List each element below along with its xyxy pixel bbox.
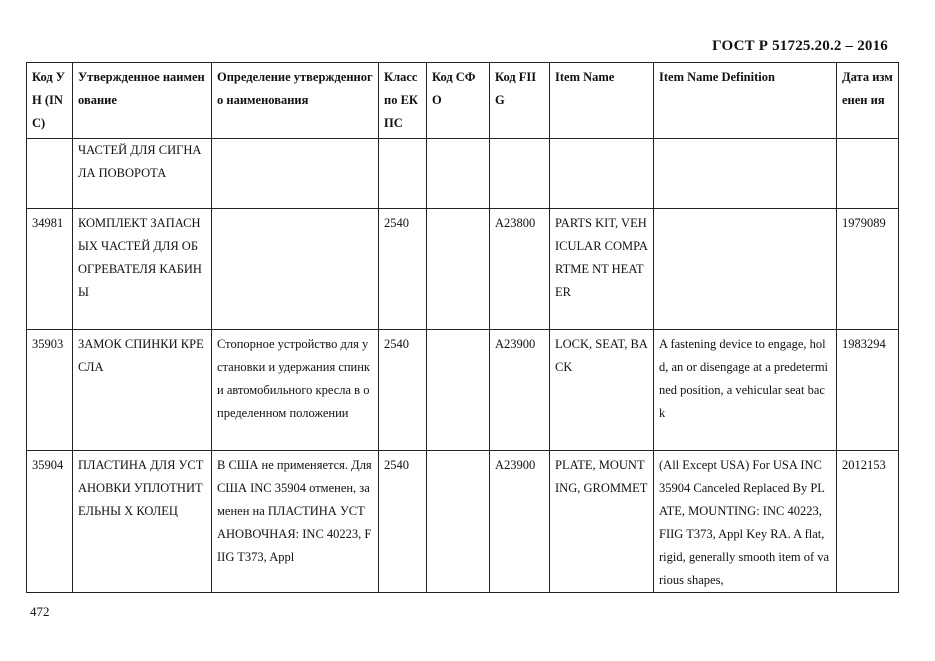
table-row [27,330,899,451]
cell-sfo [427,330,490,451]
col-header-date: Дата изменен ия [837,63,899,139]
cell-date: 1983294 [837,330,899,451]
col-header-fiig: Код FIIG [490,63,550,139]
cell-definition: В США не применяется. Для США INC 35904 отменен, заменен на ПЛАСТИНА УСТАНОВОЧНАЯ: INC 40223, FIIG T373, Appl [212,451,379,593]
cell-item-definition: (All Except USA) For USA INC 35904 Canceled Replaced By PLATE, MOUNTING: INC 40223, FIIG T373, Appl Key RA. A flat, rigid, generally smooth item of various shapes, [654,451,837,593]
cell-sfo [427,139,490,209]
cell-item-definition [654,139,837,209]
cell-item-definition [654,209,837,330]
document-header: ГОСТ Р 51725.20.2 – 2016 [712,38,888,54]
cell-fiig: A23900 [490,330,550,451]
cell-item-name: LOCK, SEAT, BACK [550,330,654,451]
cell-definition: Стопорное устройство для установки и удержания спинки автомобильного кресла в определенном положении [212,330,379,451]
cell-date: 2012153 [837,451,899,593]
cell-approved-name: ЧАСТЕЙ ДЛЯ СИГНАЛА ПОВОРОТА [73,139,212,209]
cell-inc: 35903 [27,330,73,451]
cell-inc: 34981 [27,209,73,330]
cell-class [379,139,427,209]
table-row [27,139,899,209]
cell-sfo [427,209,490,330]
cell-approved-name: ЗАМОК СПИНКИ КРЕСЛА [73,330,212,451]
cell-class: 2540 [379,451,427,593]
cell-approved-name: ПЛАСТИНА ДЛЯ УСТАНОВКИ УПЛОТНИТЕЛЬНЫ Х КОЛЕЦ [73,451,212,593]
cell-approved-name: КОМПЛЕКТ ЗАПАСНЫХ ЧАСТЕЙ ДЛЯ ОБОГРЕВАТЕЛЯ КАБИНЫ [73,209,212,330]
cell-inc [27,139,73,209]
table-row [27,209,899,330]
cell-date: 1979089 [837,209,899,330]
cell-fiig [490,139,550,209]
cell-class: 2540 [379,209,427,330]
cell-definition [212,139,379,209]
cell-fiig: A23800 [490,209,550,330]
cell-item-name: PLATE, MOUNTING, GROMMET [550,451,654,593]
classification-table [26,62,899,593]
cell-item-name: PARTS KIT, VEHICULAR COMPARTME NT HEATER [550,209,654,330]
cell-inc: 35904 [27,451,73,593]
col-header-item-definition: Item Name Definition [654,63,837,139]
cell-class: 2540 [379,330,427,451]
cell-date [837,139,899,209]
cell-item-name [550,139,654,209]
cell-fiig: A23900 [490,451,550,593]
cell-item-definition: A fastening device to engage, hold, an or disengage at a predetermined position, a vehicular seat back [654,330,837,451]
page-number: 472 [30,604,50,619]
col-header-inc: Код УН (INC) [27,63,73,139]
col-header-approved-name: Утвержденное наименование [73,63,212,139]
col-header-sfo: Код СФО [427,63,490,139]
col-header-definition: Определение утвержденного наименования [212,63,379,139]
cell-sfo [427,451,490,593]
header-row [27,63,899,139]
table-row [27,451,899,593]
col-header-item-name: Item Name [550,63,654,139]
col-header-class: Класс по ЕКПС [379,63,427,139]
cell-definition [212,209,379,330]
